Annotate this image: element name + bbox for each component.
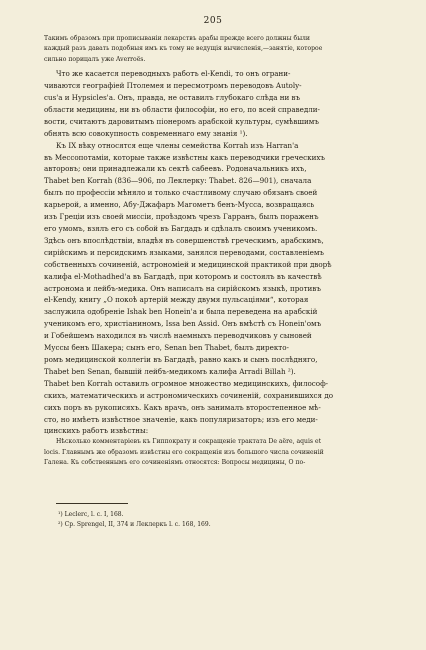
text-line: обнять всю совокупность современнаго ему знанія ¹). [44, 128, 248, 138]
text-line: Галена. Къ собственнымъ его сочиненіямъ относятся: Вопросы медицины, О по- [44, 459, 306, 467]
text-line: скихъ, математическихъ и астрономическихъ сочиненій, сохранившихся до [44, 390, 334, 400]
text-line: Къ IX вѣку относятся еще члены семейства Korrah изъ Harran'а [56, 140, 299, 150]
footnote-divider [56, 503, 128, 504]
text-line: карьерой, а именно, Абу-Джафаръ Магометъ бенъ-Мусса, возвращаясь [44, 200, 315, 210]
text-line: ученикомъ его, христіаниномъ, Issa ben Assid. Онъ вмѣстѣ съ Honein'омъ [44, 319, 322, 329]
text-line: чиваются географіей Птолемея и пересмотромъ переводовъ Autoly- [44, 81, 302, 91]
text-line: сирійскимъ и персидскимъ языками, занялся переводами, составленіемъ [44, 247, 324, 257]
intro-small-paragraph [44, 34, 382, 65]
text-line: Thabet ben Korrah (836—906, по Леклерку: Thabet. 826—901), сначала [44, 176, 312, 186]
text-line: Нѣсколько комментаріевъ къ Гиппократу и сокращеніе трактата De aëre, aquis et [56, 438, 322, 446]
text-line: el-Kendy, книгу „О покоѣ артерій между двумя пульсаціями“, которая [44, 295, 309, 305]
footnote: ²) Cp. Sprengel, II, 374 и Леклеркъ l. c. 168, 169. [58, 521, 211, 529]
text-line: Thabet ben Korrah оставилъ огромное множество медицинскихъ, философ- [44, 378, 329, 388]
text-line: вости, считаютъ даровитымъ піонеромъ арабской культуры, сумѣвшимъ [44, 116, 319, 126]
text-line: собственныхъ сочиненій, астрономіей и медицинской практикой при дворѣ [44, 259, 332, 269]
footnotes [44, 510, 382, 531]
text-line: цинскихъ работъ извѣстны: [44, 426, 149, 436]
text-line: Что же касается переводныхъ работъ el-Kendi, то онъ ограни- [56, 69, 291, 79]
footnote: ¹) Leclerc, l. c. I, 168. [58, 510, 124, 518]
text-line: заслужила одобреніе Ishak ben Honein'а и была переведена на арабскій [44, 307, 318, 317]
text-line: его умомъ, взялъ его съ собой въ Багдадъ и сдѣлалъ своимъ ученикомъ. [44, 224, 318, 233]
text-line: Здѣсь онъ впослѣдствіи, владѣя въ совершенствѣ греческимъ, арабскимъ, [44, 235, 324, 245]
text-line: Такимъ образомъ при прописываніи лекарствъ арабы прежде всего должны были [44, 35, 310, 42]
page-number: 205 [203, 16, 223, 26]
text-line: астронома и лейбъ-медика. Онъ написалъ на сирійскомъ языкѣ, противъ [44, 283, 321, 293]
works-small-paragraph [44, 437, 382, 468]
text-line: cus'а и Hypsicles'а. Онъ, правда, не оставилъ глубокаго слѣда ни въ [44, 93, 301, 103]
text-line: locis. Главнымъ же образомъ извѣстны его сокращенія изъ большого числа сочиненій [44, 448, 324, 456]
text-line: Муссы бенъ Шакера; сынъ его, Senan ben Thabet, былъ директо- [44, 343, 289, 353]
paragraph-thabet-ben-korrah [44, 175, 382, 437]
paragraph-korrah-family [44, 140, 382, 176]
text-line: сильно порицалъ уже Averroës. [44, 55, 146, 63]
text-line: сихъ поръ въ рукописяхъ. Какъ врачъ, онъ занималъ второстепенное мѣ- [44, 402, 321, 412]
text-line: сто, но имѣетъ извѣстное значеніе, какъ популяризаторъ; изъ его меди- [44, 414, 318, 424]
text-line: области медицины, ни въ области философіи, но его, по всей справедли- [44, 104, 320, 114]
text-line: Thabet ben Senan, бывшій лейбъ-медикомъ калифа Arradi Billah ²). [44, 366, 296, 376]
text-line: въ Мессопотаміи, которые также извѣстны какъ переводчики греческихъ [44, 152, 325, 162]
text-line: калифа el-Mothadhed'а въ Багдадѣ, при которомъ и состоялъ въ качествѣ [44, 271, 322, 281]
text-line: и Гобейшемъ находился въ числѣ наемныхъ переводчиковъ у сыновей [44, 331, 312, 341]
text-line: ромъ медицинской коллегіи въ Багдадѣ, равно какъ и сынъ послѣдняго, [44, 354, 318, 364]
text-line: каждый разъ давать подобныя имъ къ тому не ведущія вычисленія,—занятіе, которое [44, 45, 323, 53]
text-line: былъ по профессіи мѣняло и только счастливому случаю обязанъ своей [44, 188, 318, 198]
paragraph-el-kendi [44, 68, 382, 139]
text-line: изъ Греціи изъ своей миссіи, проѣздомъ чрезъ Гарранъ, былъ пораженъ [44, 212, 319, 222]
text-line: авторовъ; они принадлежали къ сектѣ сабеевъ. Родоначальникъ ихъ, [44, 164, 307, 174]
